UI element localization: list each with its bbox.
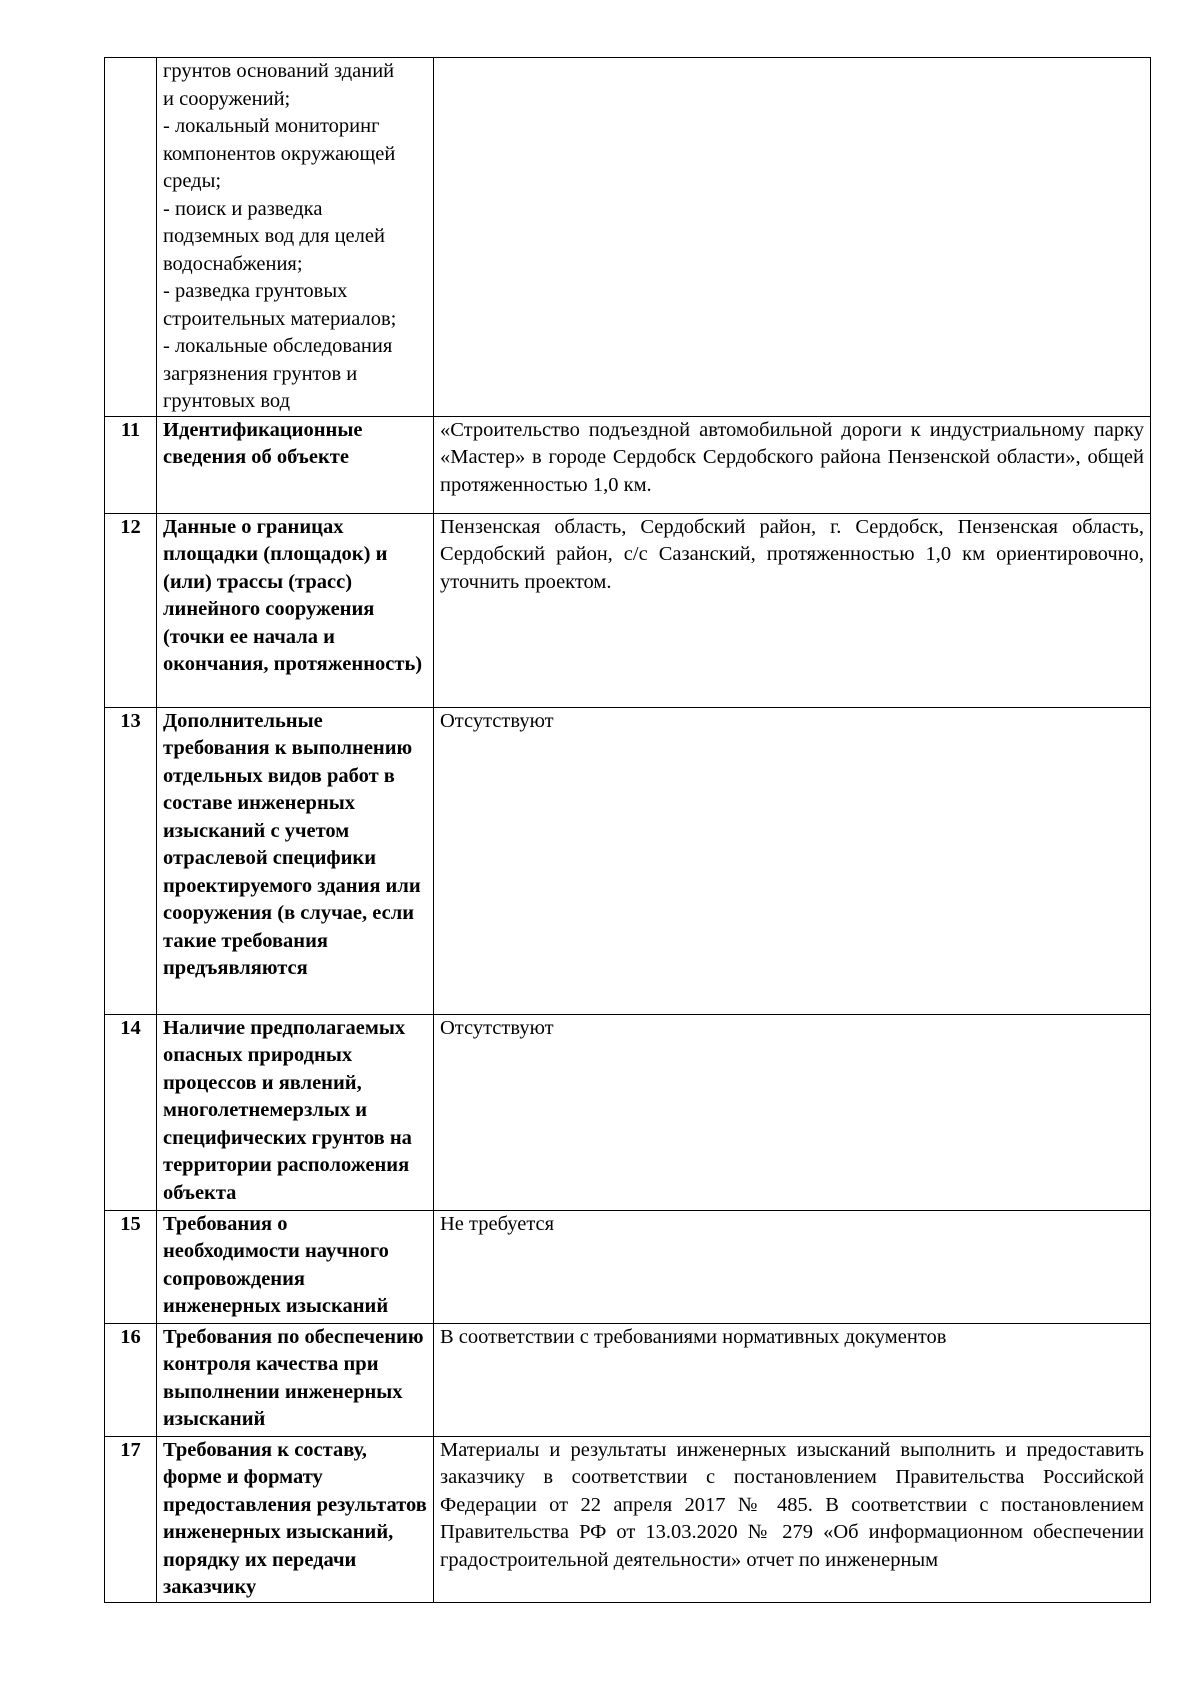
title-line: подземных вод для целей bbox=[163, 225, 385, 247]
row-title: Требования по обеспечению контроля качества при выполнении инженерных изысканий bbox=[157, 1323, 434, 1436]
row-title: Данные о границах площадки (площадок) и (или) трассы (трасс) линейного сооружения (точки ее начала и окончания, протяженность) bbox=[157, 513, 434, 707]
row-number: 16 bbox=[105, 1323, 157, 1436]
row-title: Дополнительные требования к выполнению отдельных видов работ в составе инженерных изысканий с учетом отраслевой специфики проектируемого здания или сооружения (в случае, если такие требования предъявляются bbox=[157, 707, 434, 1014]
row-value: «Строительство подъездной автомобильной дороги к индустриальному парку «Мастер» в городе Сердобск Сердобского района Пензенской области», общей протяженностью 1,0 км. bbox=[434, 416, 1151, 513]
row-title: Наличие предполагаемых опасных природных процессов и явлений, многолетнемерзлых и специфических грунтов на территории расположения объекта bbox=[157, 1014, 434, 1210]
table-row bbox=[105, 1210, 1151, 1323]
row-title: Требования к составу, форме и формату предоставления результатов инженерных изысканий, порядку их передачи заказчику bbox=[157, 1436, 434, 1602]
title-line: компонентов окружающей bbox=[163, 142, 396, 165]
table-row bbox=[105, 58, 1151, 417]
row-number: 15 bbox=[105, 1210, 157, 1323]
table-row bbox=[105, 1323, 1151, 1436]
row-value: Пензенская область, Сердобский район, г. Сердобск, Пензенская область, Сердобский район, с/с Сазанский, протяженностью 1,0 км ориентировочно, уточнить проектом. bbox=[434, 513, 1151, 707]
row-value: Отсутствуют bbox=[434, 707, 1151, 1014]
row-title: Идентификационные сведения об объекте bbox=[157, 416, 434, 513]
title-line: грунтовых вод bbox=[163, 390, 291, 412]
title-line: водоснабжения; bbox=[163, 252, 303, 275]
row-title: Требования о необходимости научного сопровождения инженерных изысканий bbox=[157, 1210, 434, 1323]
row-number: 13 bbox=[105, 707, 157, 1014]
title-line: - локальный мониторинг bbox=[163, 115, 380, 137]
title-line: среды; bbox=[163, 170, 222, 192]
title-line: - локальные обследования bbox=[163, 335, 393, 357]
title-line: строительных материалов; bbox=[163, 307, 397, 330]
row-title bbox=[157, 58, 434, 417]
title-line: - поиск и разведка bbox=[163, 197, 323, 220]
title-line: загрязнения грунтов и bbox=[163, 362, 358, 385]
row-number: 12 bbox=[105, 513, 157, 707]
title-line: - разведка грунтовых bbox=[163, 280, 348, 302]
row-number bbox=[105, 58, 157, 417]
table-row bbox=[105, 707, 1151, 1014]
row-number: 17 bbox=[105, 1436, 157, 1602]
row-value: Не требуется bbox=[434, 1210, 1151, 1323]
row-value: В соответствии с требованиями нормативных документов bbox=[434, 1323, 1151, 1436]
title-line: и сооружений; bbox=[163, 87, 291, 110]
table-row bbox=[105, 416, 1151, 513]
row-value: Отсутствуют bbox=[434, 1014, 1151, 1210]
requirements-table bbox=[104, 57, 1151, 1603]
row-number: 11 bbox=[105, 416, 157, 513]
table-row bbox=[105, 1014, 1151, 1210]
row-number: 14 bbox=[105, 1014, 157, 1210]
row-value bbox=[434, 58, 1151, 417]
title-line: грунтов оснований зданий bbox=[163, 60, 395, 82]
table-row bbox=[105, 1436, 1151, 1602]
row-value: Материалы и результаты инженерных изысканий выполнить и предоставить заказчику в соответствии с постановлением Правительства Российской Федерации от 22 апреля 2017 № 485. В соответствии с постановлением Правительства РФ от 13.03.2020 № 279 «Об информационном обеспечении градостроительной деятельности» отчет по инженерным bbox=[434, 1436, 1151, 1602]
table-row bbox=[105, 513, 1151, 707]
